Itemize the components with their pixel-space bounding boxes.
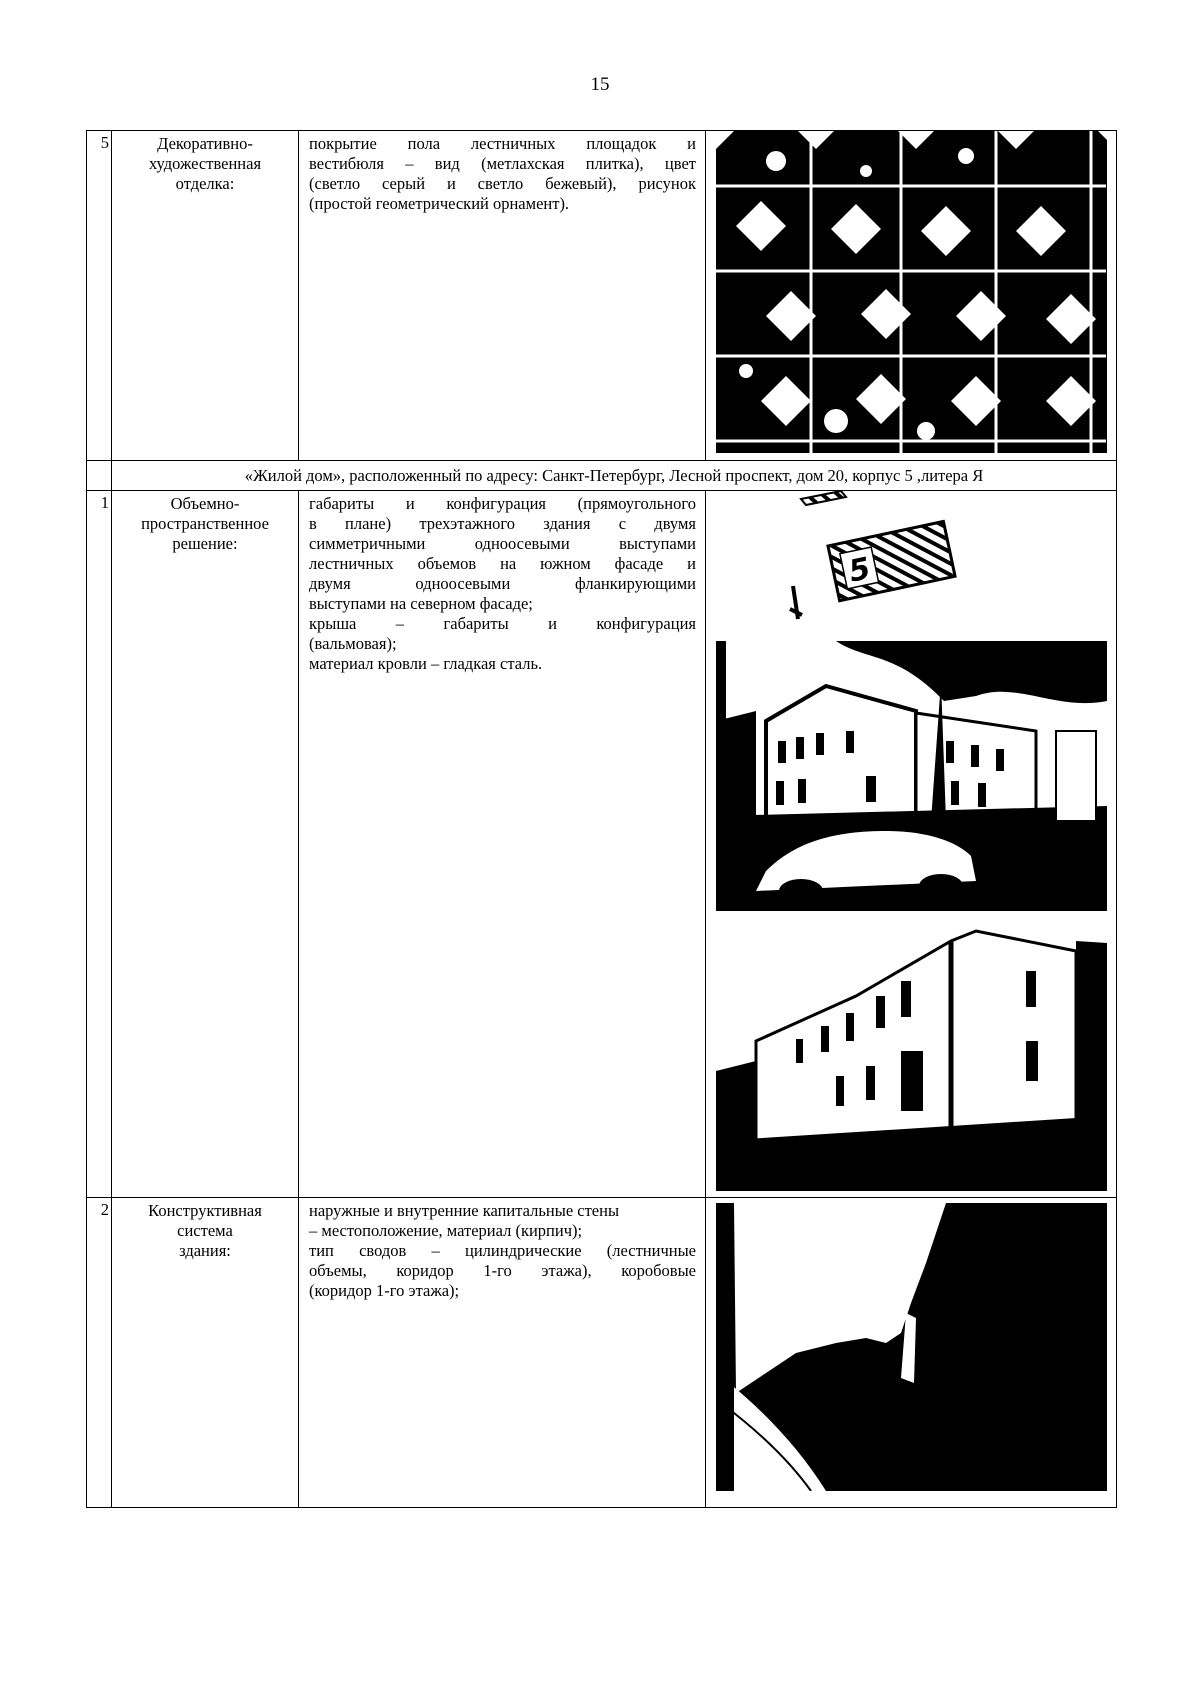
tile-floor-photo — [716, 131, 1116, 453]
photo-cell — [706, 491, 1117, 1198]
spec-table — [86, 130, 1117, 1508]
plan-building-number: 5 — [845, 551, 874, 590]
table-row — [87, 491, 1117, 1198]
row-number: 5 — [87, 131, 112, 461]
site-plan-fragment — [706, 491, 1116, 641]
vault-interior-photo — [716, 1203, 1116, 1491]
page-number: 15 — [590, 74, 610, 95]
row-number: 1 — [87, 491, 112, 1198]
photo-cell — [706, 131, 1117, 461]
element-name: Объемно- пространственное решение: — [112, 491, 299, 1198]
element-name: Конструктивная система здания: — [112, 1198, 299, 1508]
object-address: «Жилой дом», расположенный по адресу: Санкт-Петербург, Лесной проспект, дом 20, корпус 5 ,литера Я — [112, 461, 1117, 491]
row-number: 2 — [87, 1198, 112, 1508]
table-row — [87, 461, 1117, 491]
element-description: покрытие пола лестничных площадок и вестибюля – вид (метлахская плитка), цвет (светло серый и светло бежевый), рисунок (простой геометрический орнамент). — [299, 131, 706, 461]
table-row — [87, 131, 1117, 461]
element-description: габариты и конфигурация (прямоугольного в плане) трехэтажного здания с двумя симметричными одноосевыми выступами лестничных объемов на южном фасаде и двумя одноосевыми фланкирующими выступами на северном фасаде; крыша – габариты и конфигурация (вальмовая); материал кровли – гладкая сталь. — [299, 491, 706, 1198]
building-facade-photo — [716, 641, 1116, 911]
table-row — [87, 1198, 1117, 1508]
building-corner-photo — [716, 921, 1116, 1191]
photo-cell — [706, 1198, 1117, 1508]
element-description: наружные и внутренние капитальные стены – местоположение, материал (кирпич); тип сводов – цилиндрические (лестничные объемы, коридор 1-го этажа), коробовые (коридор 1-го этажа); — [299, 1198, 706, 1508]
element-name: Декоративно- художественная отделка: — [112, 131, 299, 461]
